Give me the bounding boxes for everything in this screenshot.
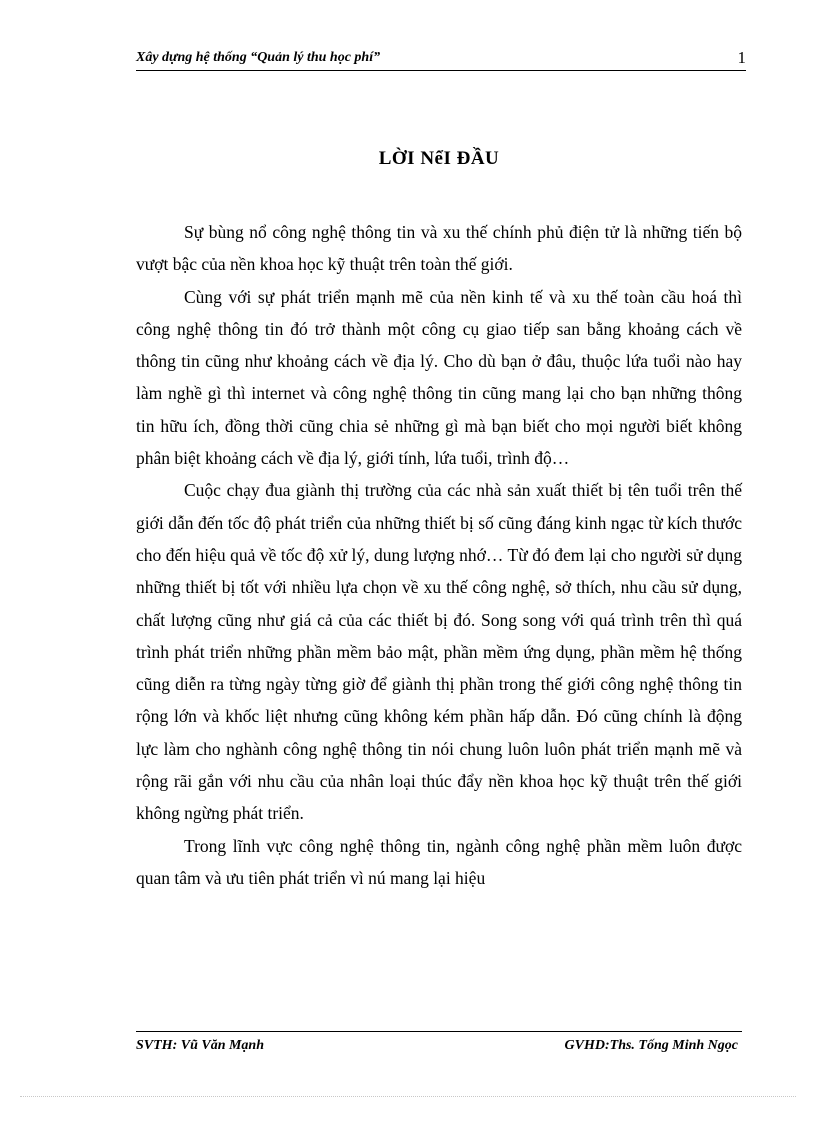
- page-header: [136, 48, 746, 71]
- paragraph: Cùng với sự phát triển mạnh mẽ của nền kinh tế và xu thế toàn cầu hoá thì công nghệ thông tin đó trở thành một công cụ giao tiếp san bằng khoảng cách về thông tin cũng như khoảng cách về địa lý. Cho dù bạn ở đâu, thuộc lứa tuổi nào hay làm nghề gì thì internet và công nghệ thông tin cũng mang lại cho bạn những thông tin hữu ích, đồng thời cũng chia sẻ những gì mà bạn biết cho mọi người biết không phân biệt khoảng cách về địa lý, giới tính, lứa tuổi, trình độ…: [136, 286, 742, 469]
- body-text: [136, 216, 742, 894]
- page-number: 1: [737, 48, 746, 67]
- paragraph: Trong lĩnh vực công nghệ thông tin, ngành công nghệ phần mềm luôn được quan tâm và ưu tiên phát triển vì nú mang lại hiệu: [136, 835, 742, 888]
- page-edge-divider: [20, 1096, 796, 1097]
- paragraph: Cuộc chạy đua giành thị trường của các nhà sản xuất thiết bị tên tuổi trên thế giới dẫn đến tốc độ phát triển của những thiết bị số cũng đáng kinh ngạc từ kích thước cho đến hiệu quả về tốc độ xử lý, dung lượng nhớ… Từ đó đem lại cho người sử dụng những thiết bị tốt với nhiều lựa chọn về xu thế công nghệ, sở thích, nhu cầu sử dụng, chất lượng cũng như giá cả của các thiết bị đó. Song song với quá trình trên thì quá trình phát triển những phần mềm bảo mật, phần mềm ứng dụng, phần mềm hệ thống cũng diễn ra từng ngày từng giờ để giành thị phần trong thế giới công nghệ thông tin rộng lớn và khốc liệt nhưng cũng không kém phần hấp dẫn. Đó cũng chính là động lực làm cho nghành công nghệ thông tin nói chung luôn luôn phát triển mạnh mẽ và rộng rãi gắn với nhu cầu của nhân loại thúc đẩy nền khoa học kỹ thuật trên thế giới không ngừng phát triển.: [136, 480, 742, 824]
- footer-advisor: GVHD:Ths. Tống Minh Ngọc: [564, 1038, 738, 1053]
- footer-student: SVTH: Vũ Văn Mạnh: [136, 1038, 264, 1053]
- page-title: LỜI NểI ĐẦU: [378, 148, 500, 169]
- paragraph: Sự bùng nổ công nghệ thông tin và xu thế chính phủ điện tử là những tiến bộ vượt bậc của nền khoa học kỹ thuật trên toàn thế giới.: [136, 222, 742, 275]
- header-title: Xây dựng hệ thống “Quản lý thu học phí”: [136, 50, 381, 65]
- footer-divider: [136, 1031, 742, 1032]
